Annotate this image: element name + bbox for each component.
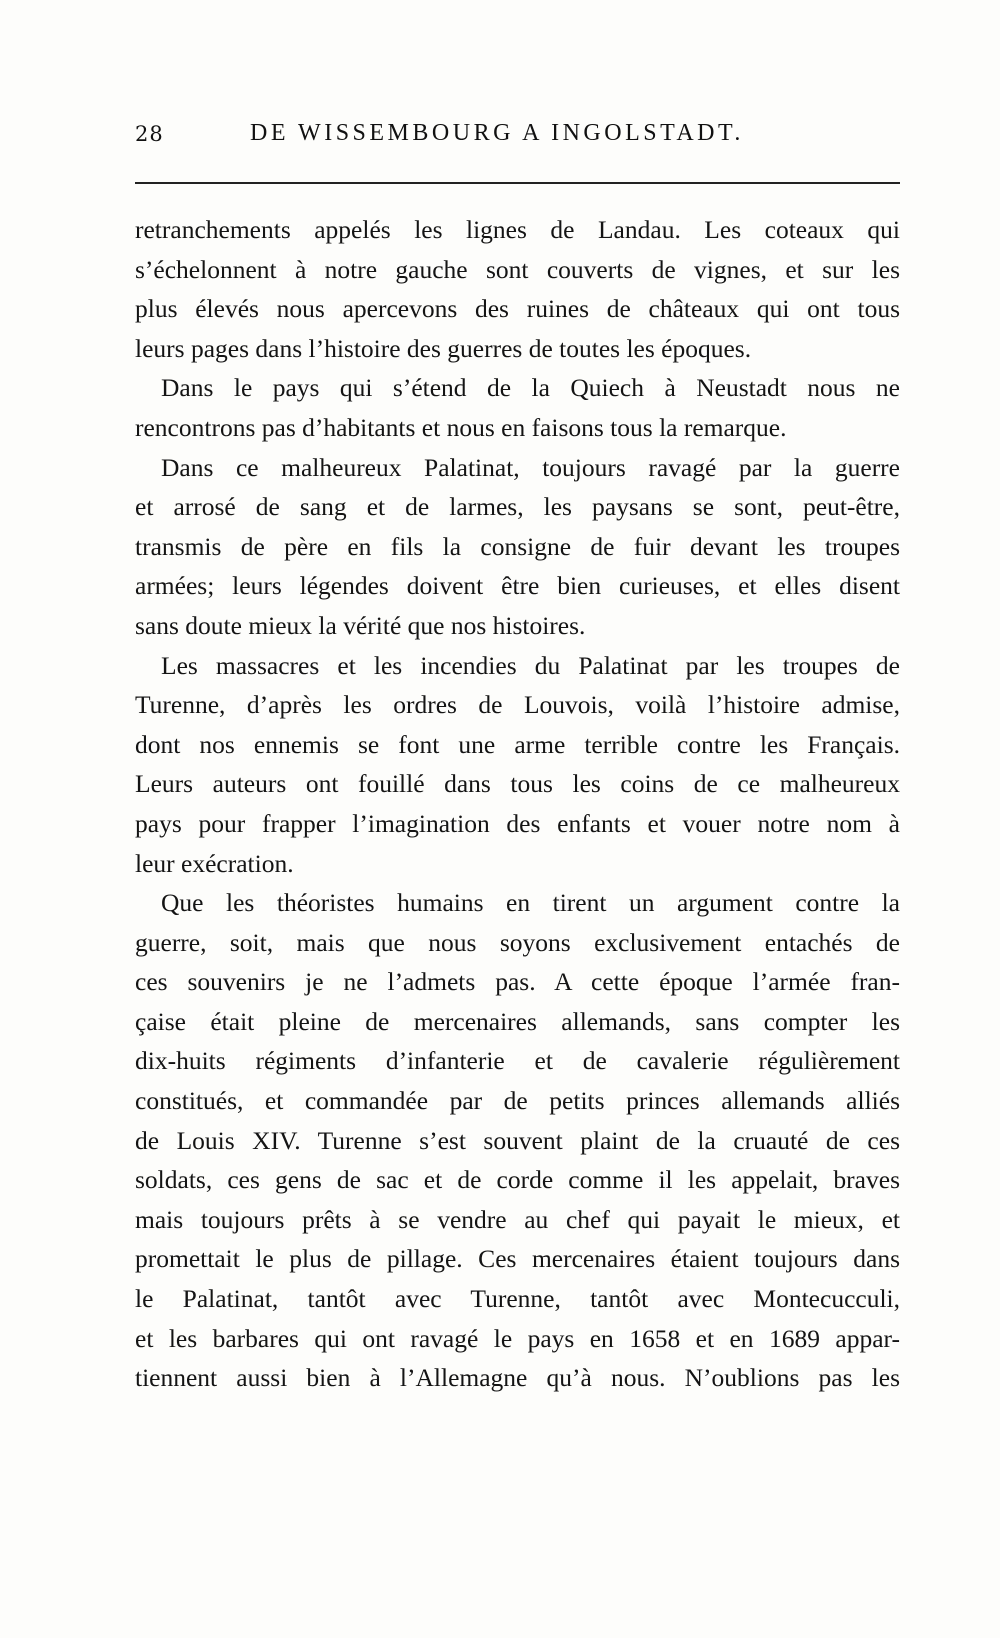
text-line: rencontrons pas d’habitants et nous en faisons tous la remarque. [135,412,787,442]
page-number: 28 [135,122,164,146]
text-line: et les barbares qui ont ravagé le pays en 1658 et en 1689 appar- [135,1323,900,1353]
text-line: armées; leurs légendes doivent être bien curieuses, et elles disent [135,571,900,601]
text-line: transmis de père en fils la consigne de fuir devant les troupes [135,531,900,561]
body-text [135,210,900,1398]
text-line: Turenne, d’après les ordres de Louvois, voilà l’histoire admise, [135,690,900,720]
text-line: Dans le pays qui s’étend de la Quiech à Neustadt nous ne [161,373,900,403]
text-line: retranchements appelés les lignes de Landau. Les coteaux qui [135,215,900,244]
text-line: promettait le plus de pillage. Ces mercenaires étaient toujours dans [135,1244,900,1274]
text-line: Que les théoristes humains en tirent un argument contre la [161,888,900,918]
text-line: et arrosé de sang et de larmes, les paysans se sont, peut-être, [135,492,900,522]
text-line: Dans ce malheureux Palatinat, toujours ravagé par la guerre [161,452,900,482]
text-line: guerre, soit, mais que nous soyons exclusivement entachés de [135,927,900,957]
text-line: sans doute mieux la vérité que nos histoires. [135,610,586,640]
text-line: soldats, ces gens de sac et de corde comme il les appelait, braves [135,1165,900,1195]
running-title: DE WISSEMBOURG A INGOLSTADT. [250,120,744,146]
text-line: tiennent aussi bien à l’Allemagne qu’à nous. N’oublions pas les [135,1363,900,1393]
text-line: ces souvenirs je ne l’admets pas. A cette époque l’armée fran- [135,967,900,997]
text-line: dont nos ennemis se font une arme terrible contre les Français. [135,729,900,759]
text-line: le Palatinat, tantôt avec Turenne, tantôt avec Montecucculi, [135,1284,900,1314]
header-rule [135,182,900,184]
text-line: çaise était pleine de mercenaires allemands, sans compter les [135,1006,900,1036]
text-line: Les massacres et les incendies du Palatinat par les troupes de [161,650,900,680]
page-header [135,120,900,154]
text-line: constitués, et commandée par de petits princes allemands alliés [135,1086,900,1116]
text-line: plus élevés nous apercevons des ruines de châteaux qui ont tous [135,294,900,324]
text-line: mais toujours prêts à se vendre au chef qui payait le mieux, et [135,1204,900,1234]
text-line: leurs pages dans l’histoire des guerres de toutes les époques. [135,333,752,363]
text-line: leur exécration. [135,848,294,878]
text-line: pays pour frapper l’imagination des enfants et vouer notre nom à [135,808,900,838]
text-line: de Louis XIV. Turenne s’est souvent plaint de la cruauté de ces [135,1125,900,1155]
text-line: dix-huits régiments d’infanterie et de cavalerie régulièrement [135,1046,900,1076]
text-line: Leurs auteurs ont fouillé dans tous les coins de ce malheureux [135,769,900,799]
text-line: s’échelonnent à notre gauche sont couverts de vignes, et sur les [135,254,900,284]
